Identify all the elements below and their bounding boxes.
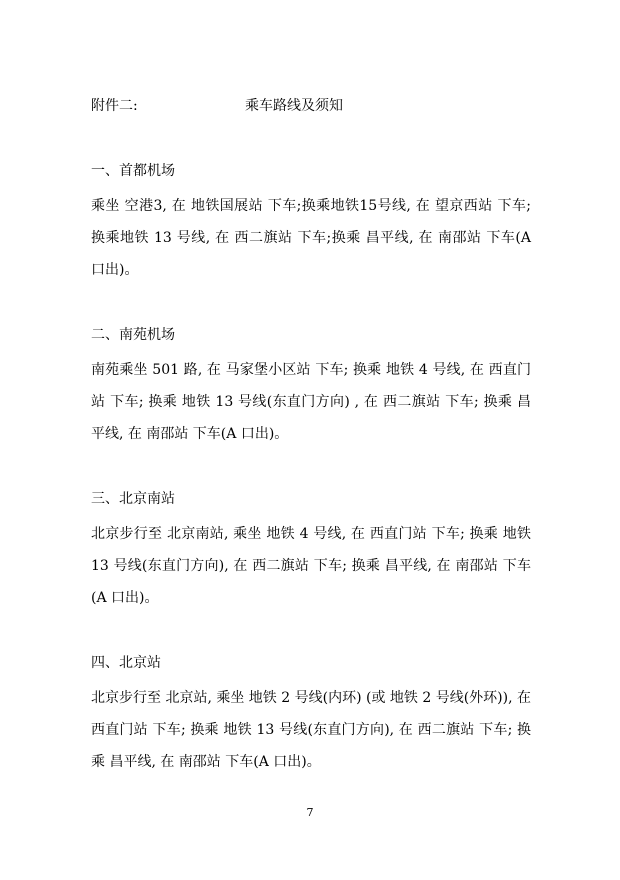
route-section-nanyuan-airport <box>91 325 531 450</box>
route-section-beijing-south-station <box>91 489 531 614</box>
document-header <box>91 96 531 116</box>
route-section-beijing-station <box>91 653 531 778</box>
page-number: 7 <box>306 806 314 819</box>
section-body: 乘坐 空港3, 在 地铁国展站 下车;换乘地铁15号线, 在 望京西站 下车;换乘地铁 13 号线, 在 西二旗站 下车;换乘 昌平线, 在 南邵站 下车(A 口出)。 <box>91 198 531 278</box>
section-body: 北京步行至 北京南站, 乘坐 地铁 4 号线, 在 西直门站 下车; 换乘 地铁 13 号线(东直门方向), 在 西二旗站 下车; 换乘 昌平线, 在 南邵站 下车(A 口出)。 <box>91 526 531 606</box>
section-body: 南苑乘坐 501 路, 在 马家堡小区站 下车; 换乘 地铁 4 号线, 在 西直门站 下车; 换乘 地铁 13 号线(东直门方向) , 在 西二旗站 下车; 换乘 昌平线, 在 南邵站 下车(A 口出)。 <box>91 362 531 442</box>
section-heading: 四、北京站 <box>91 655 161 671</box>
section-heading: 二、南苑机场 <box>91 327 175 343</box>
route-section-capital-airport <box>91 161 531 286</box>
document-title: 乘车路线及须知 <box>245 98 343 114</box>
section-heading: 三、北京南站 <box>91 491 175 507</box>
attachment-label: 附件二: <box>91 98 138 114</box>
section-body: 北京步行至 北京站, 乘坐 地铁 2 号线(内环) (或 地铁 2 号线(外环)), 在 西直门站 下车; 换乘 地铁 13 号线(东直门方向), 在 西二旗站 下车; 换乘 昌平线, 在 南邵站 下车(A 口出)。 <box>91 690 531 770</box>
section-heading: 一、首都机场 <box>91 163 175 179</box>
